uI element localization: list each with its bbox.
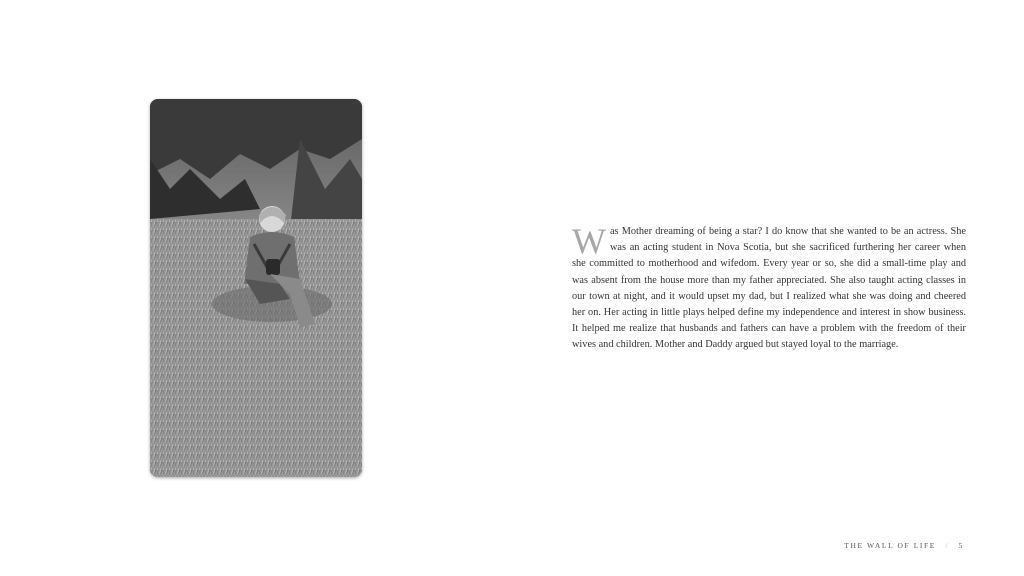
page-footer	[844, 541, 964, 550]
footer-title: THE WALL OF LIFE	[844, 541, 936, 550]
drop-cap: W	[572, 221, 606, 261]
article-text	[572, 221, 966, 354]
black-and-white-photo-woman-sitting-in-grass	[150, 99, 362, 477]
footer-separator: /	[945, 541, 950, 550]
article-body: as Mother dreaming of being a star? I do know that she wanted to be an actress. She was an acting student in Nova Scotia, but she sacrificed furthering her career when she committed to motherhood and wifedom. Every year or so, she did a small-time play and was absent from the house more than my father appreciated. She also taught acting classes in our town at night, and it would upset my dad, but I realized what she was doing and cheered her on. Her acting in little plays helped define my independence and interest in show business. It helped me realize that husbands and fathers can have a problem with the freedom of their wives and children. Mother and Daddy argued but stayed loyal to the marriage.	[572, 226, 966, 351]
page-number: 5	[958, 541, 964, 550]
